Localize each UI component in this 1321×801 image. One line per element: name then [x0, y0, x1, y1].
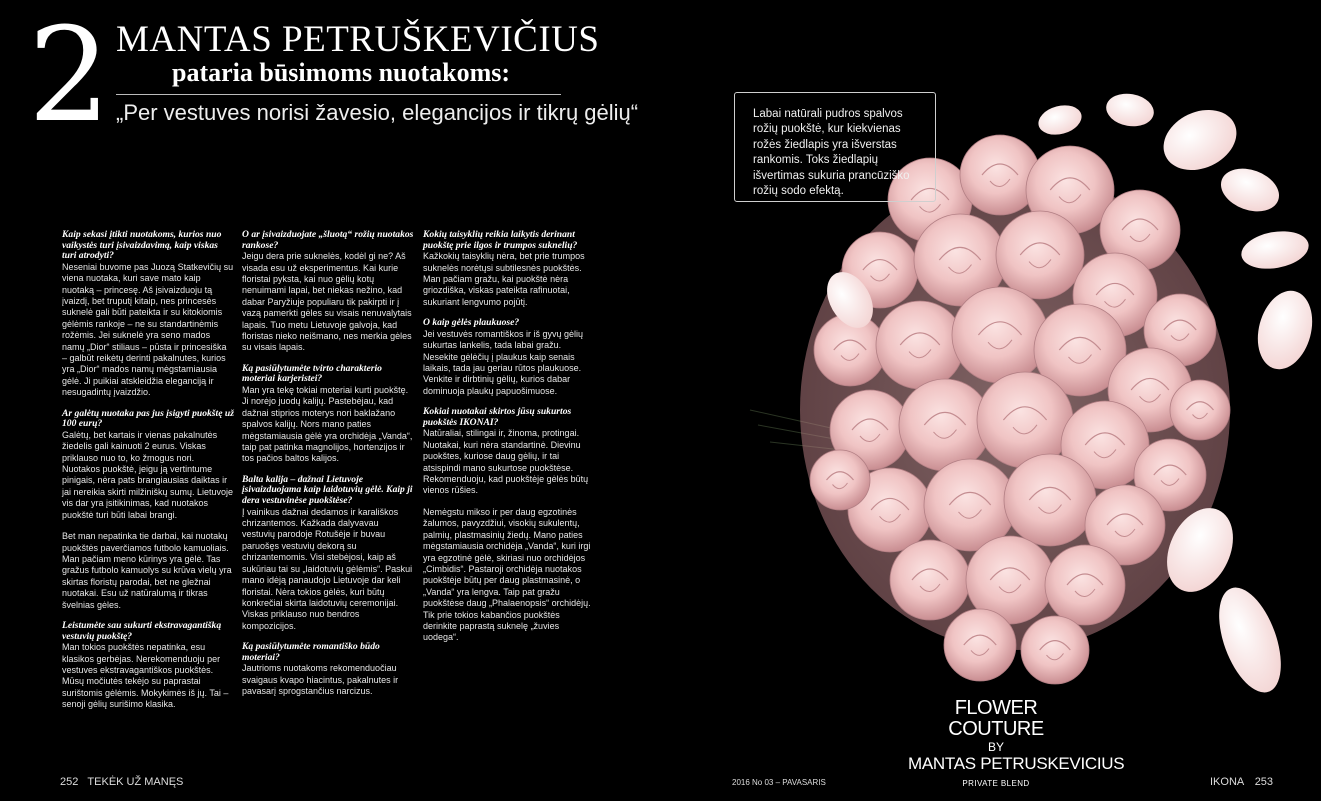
answer: Jeigu dera prie suknelės, kodėl gi ne? Aš visada esu už eksperimentus. Kai kurie floristai pyksta, kai nuo gėlių kotų nenuimami lapai, bet niekas nežino, kad dabar Paryžiuje populiaru tik pakirpti ir į vazą pamerkti gėles su visais nenuvalytais lapais. Tuo metu Lietuvoje galvoja, kad floristas nieko neišmano, nes merkia gėles su visais lapais. [242, 251, 412, 353]
text-column-2 [242, 230, 414, 708]
question: Ką pasiūlytumėte romantiško būdo moteriai? [242, 641, 380, 663]
answer: Galėtų, bet kartais ir vienas pakalnutės žiedelis gali kainuoti 2 eurus. Viskas priklauso nuo to, ko žmogus nori. Nuotakos puokštė, jeigu ją vertintume pinigais, nėra pats brangiausias daiktas ir jai nereikia skirti milžiniškų sumų. Lietuvoje vis dar yra įsitikinimas, kad nuotakos puokštė turi būti labai brangi. [62, 429, 234, 520]
question: Ką pasiūlytumėte tvirto charakterio moteriai karjeristei? [242, 362, 382, 385]
answer: Jei vestuvės romantiškos ir iš gyvų gėlių sukurtas lankelis, tada labai gražu. Nesekite gėlėčių į plaukus kaip senais laikais, tada jau geriau rūtos plaukuose. Venkite ir dirbtinių gėlių, kurios dabar dominuoja plaukų papuošimuose. [423, 328, 584, 396]
answer: Neseniai buvome pas Juozą Statkevičių su viena nuotaka, kuri save mato kaip nuotaką – princesę. Aš įsivaizduoju tą įvaizdį, bet truputį kitaip, nes princesės suknelė gali būti pateikta ir su kitokiomis gėlėmis rankoje – ne su standartinėmis rožėmis. Jei suknelė yra seno mados namų „Dior“ stiliaus – pūsta ir princesiška – galbūt reikėtų derinti pakalnutes, kurios yra „Dior“ mados namų mėgstamiausia gėlė. Ji puikiai atskleidžia eleganciją ir nesugadintų įvaizdžio. [62, 261, 234, 398]
callout-box: Labai natūrali pudros spalvos rožių puokštė, kur kiekvienas rožės žiedlapis yra išverstas rankomis. Toks žiedlapių išvertimas sukuria prancūziško rožių sodo efektą. [734, 92, 936, 202]
question: O kaip gėlės plaukuose? [423, 317, 520, 329]
answer: Kažkokių taisyklių nėra, bet prie trumpos suknelės norėtųsi subtilesnės puokštės. Man pačiam gražu, kai puokštė nėra griozdiška, viskas pateikta rafinuotai, sukuriant lengvumo pojūtį. [423, 251, 585, 307]
brand-line-couture: COUTURE [948, 718, 1044, 740]
question: O ar įsivaizduojate „šluotą“ rožių nuotakos rankose? [242, 229, 414, 251]
text-column-1 [62, 230, 234, 721]
page-number-left: 252 [60, 776, 79, 788]
question: Kokių taisyklių reikia laikytis derinant puokštę prie ilgos ir trumpos suknelių? [423, 229, 578, 251]
brand-logo [908, 697, 1125, 790]
header-divider [116, 94, 561, 95]
article-title-name: MANTAS PETRUŠKEVIČIUS [116, 19, 600, 60]
answer: Į vainikus dažnai dedamos ir karališkos chrizantemos. Kažkada dalyvavau vestuvių parodoje Rotušėje ir buvau paruošęs vestuvių dekorą su chrizantemomis. Visi stebėjosi, kaip aš sukūriau tai su „laidotuvių gėlėmis“. Paskui mano idėją panaudojo Lietuvoje dar keli floristai. Nėra tokios gėlės, kuri būtų konkrečiai skirta laidotuvių ceremonijai. Viskas priklauso nuo bendros kompozicijos. [242, 506, 413, 631]
article-subtitle: pataria būsimoms nuotakoms: [172, 58, 511, 87]
question: Kaip sekasi įtikti nuotakoms, kurios nuo vaikystės turi įsivaizdavimą, kaip viskas turi atrodyti? [62, 229, 222, 262]
text-column-3 [423, 230, 595, 654]
question: Ar galėtų nuotaka pas jus įsigyti puokštę už 100 eurų? [62, 407, 234, 430]
question: Balta kalija – dažnai Lietuvoje įsivaizduojama kaip laidotuvių gėlė. Kaip ji dera vestuvinėse puokštėse? [242, 473, 413, 507]
brand-designer-name: MANTAS PETRUSKEVICIUS [908, 754, 1125, 773]
page-number-right: 253 [1254, 776, 1274, 788]
answer: Man yra tekę tokiai moteriai kurti puokštę. Ji norėjo juodų kalijų. Pastebėjau, kad dažnai stiprios moterys nori baklažano spalvos kalijų. Nors mano paties mėgstamiausia gėlė yra orchidėja „Vanda“, taip pat patinka magnolijos, hortenzijos ir tos pačios baltos kalijos. [242, 385, 413, 464]
issue-info: 2016 No 03 – PAVASARIS [732, 778, 826, 787]
folio-left [60, 776, 183, 788]
answer: Nemėgstu mikso ir per daug egzotinės žalumos, pavyzdžiui, visokių sukulentų, palmių, plastmasinių žiedų. Mano paties mėgstamiausia orchidėja „Vanda“, kuri irgi yra egzotinė gėlė, skiriasi nuo orchidėjos „Cimbidis“. Pastaroji orchidėja nuotakos puokštėje būtų per daug plastmasinė, o „Vanda“ yra lengva. Taip pat gražu puokštėse daug „Phalaenopsis“ orchidėjų. Tik prie tokios kabančios puokštės derinkite paprastą suknelę „žuvies uodega“. [423, 506, 591, 643]
question: Kokiai nuotakai skirtos jūsų sukurtos puokštės IKONAI? [423, 406, 572, 428]
article-quote: „Per vestuves norisi žavesio, elegancijos ir tikrų gėlių“ [116, 100, 639, 125]
article-number: 2 [28, 0, 111, 151]
answer: Man tokios puokštės nepatinka, esu klasikos gerbėjas. Nerekomenduoju per vestuves ekstravagantiškos puokštės. Mūsų močiutės tekėjo su paprastai surištomis gėlėmis. Mokykimės iš jų. Tai – senoji gėlių surišimo klasika. [62, 642, 229, 710]
answer: Natūraliai, stilingai ir, žinoma, protingai. Nuotakai, kuri nėra standartinė. Dievinu puokštes, kuriose daug gėlių, ir tai atsispindi mano sukurtose puokštėse. Rekomenduoju, kad puokštėje gėlės būtų vienos rūšies. [423, 428, 589, 496]
brand-line-by: BY [987, 740, 1004, 754]
folio-right [1210, 776, 1273, 788]
answer: Jautrioms nuotakoms rekomenduočiau svaigaus kvapo hiacintus, pakalnutes ir pavasarį sprogstančius narcizus. [242, 663, 399, 697]
answer: Bet man nepatinka tie darbai, kai nuotakų puokštės paverčiamos futbolo kamuoliais. Man pačiam meno kūrinys yra gėlė. Tas gražus futbolo kamuolys su krūva vielų yra skirtas floristų parodai, bet ne gležnai nuotakai. Esu už natūralumą ir tikras švelnias gėles. [62, 531, 232, 610]
magazine-name: IKONA [1210, 776, 1244, 788]
question: Leistumėte sau sukurti ekstravagantišką vestuvių puokštę? [62, 619, 222, 642]
brand-line-flower: FLOWER [954, 697, 1038, 719]
section-name: TEKĖK UŽ MANĘS [87, 776, 184, 788]
brand-tagline: PRIVATE BLEND [962, 779, 1030, 788]
